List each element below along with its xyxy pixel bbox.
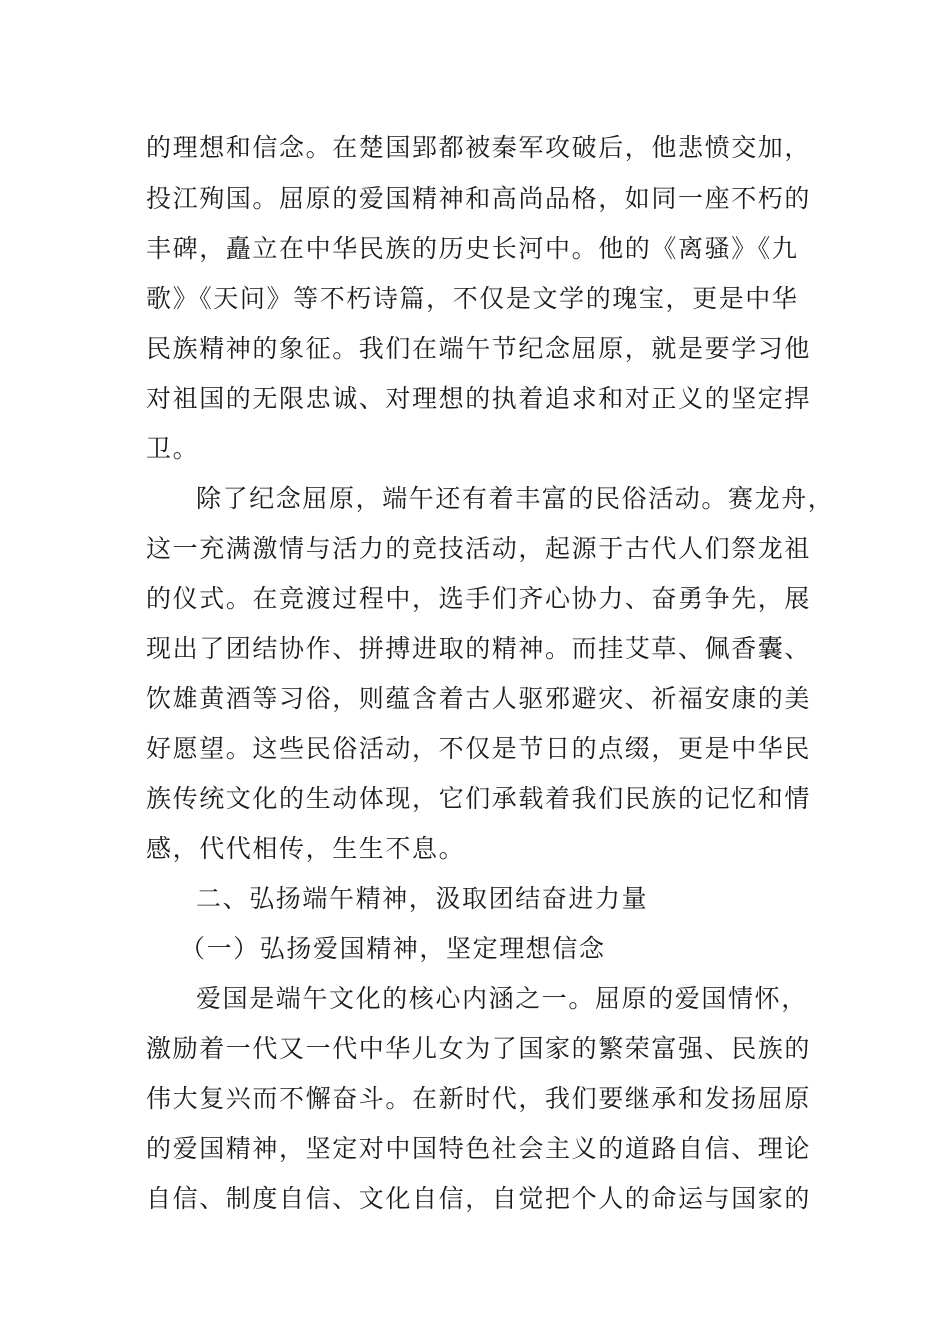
text-line: 感，代代相传，生生不息。 (146, 834, 466, 863)
paragraph-first-line: 爱国是端午文化的核心内涵之一。屈原的爱国情怀， (196, 984, 808, 1013)
text-line: 的爱国精神，坚定对中国特色社会主义的道路自信、理论 (146, 1134, 812, 1163)
text-line: 现出了团结协作、拼搏进取的精神。而挂艾草、佩香囊、 (146, 634, 812, 663)
text-line: 的理想和信念。在楚国郢都被秦军攻破后，他悲愤交加， (146, 133, 812, 162)
text-line: 的仪式。在竞渡过程中，选手们齐心协力、奋勇争先，展 (146, 584, 812, 613)
text-line: 对祖国的无限忠诚、对理想的执着追求和对正义的坚定捍 (146, 384, 812, 413)
paragraph-first-line: 除了纪念屈原，端午还有着丰富的民俗活动。赛龙舟， (196, 484, 835, 513)
text-line: 这一充满激情与活力的竞技活动，起源于古代人们祭龙祖 (146, 534, 812, 563)
text-line: 族传统文化的生动体现，它们承载着我们民族的记忆和情 (146, 784, 812, 813)
section-heading: 二、弘扬端午精神，汲取团结奋进力量 (196, 884, 649, 913)
subsection-heading: （一）弘扬爱国精神，坚定理想信念 (180, 934, 606, 963)
text-line: 歌》《天问》等不朽诗篇，不仅是文学的瑰宝，更是中华 (146, 284, 799, 313)
text-line: 投江殉国。屈原的爱国精神和高尚品格，如同一座不朽的 (146, 184, 812, 213)
text-line: 卫。 (146, 434, 200, 463)
text-line: 伟大复兴而不懈奋斗。在新时代，我们要继承和发扬屈原 (146, 1084, 812, 1113)
text-line: 自信、制度自信、文化自信，自觉把个人的命运与国家的 (146, 1184, 812, 1213)
text-line: 饮雄黄酒等习俗，则蕴含着古人驱邪避灾、祈福安康的美 (146, 684, 812, 713)
text-line: 丰碑，矗立在中华民族的历史长河中。他的《离骚》《九 (146, 234, 799, 263)
text-line: 好愿望。这些民俗活动，不仅是节日的点缀，更是中华民 (146, 734, 812, 763)
text-line: 民族精神的象征。我们在端午节纪念屈原，就是要学习他 (146, 334, 812, 363)
text-line: 激励着一代又一代中华儿女为了国家的繁荣富强、民族的 (146, 1034, 812, 1063)
